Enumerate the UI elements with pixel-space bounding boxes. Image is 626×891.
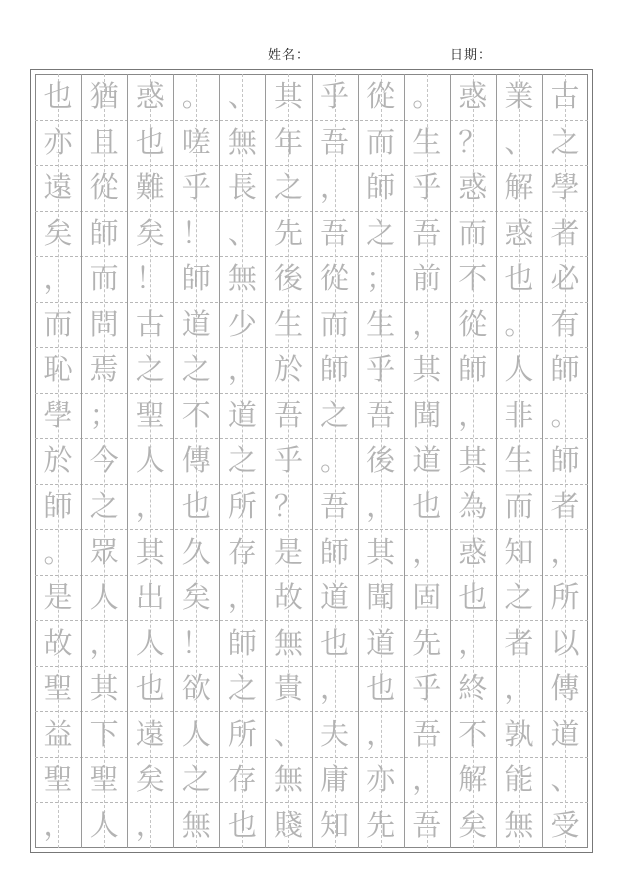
trace-character: 聖	[43, 762, 73, 797]
trace-character: 不	[458, 716, 488, 751]
text-column	[173, 74, 219, 848]
trace-character: 不	[458, 261, 488, 296]
trace-character: 。	[550, 397, 580, 432]
trace-character: 聞	[412, 397, 442, 432]
trace-character: 學	[43, 397, 73, 432]
trace-character: 所	[227, 489, 257, 523]
trace-character: 者	[550, 489, 580, 523]
trace-character: 乎	[273, 443, 303, 478]
trace-character: 道	[227, 397, 257, 432]
trace-character: 之	[89, 489, 119, 523]
trace-character: 先	[412, 625, 442, 660]
trace-character: 。	[43, 534, 73, 569]
trace-character: 從	[89, 170, 119, 205]
trace-character: 知	[320, 807, 350, 842]
trace-character: 人	[135, 625, 165, 660]
trace-character: 道	[412, 443, 442, 478]
trace-character: 益	[43, 716, 73, 751]
trace-character: ，	[320, 671, 350, 706]
trace-character: 今	[89, 443, 119, 478]
trace-character: 是	[43, 580, 73, 615]
trace-character: 吾	[366, 397, 396, 432]
text-column	[312, 74, 358, 848]
trace-character: 生	[504, 443, 534, 478]
trace-character: 者	[504, 625, 534, 660]
trace-character: 恥	[43, 352, 73, 387]
trace-character: ，	[366, 716, 396, 751]
trace-character: 所	[227, 716, 257, 751]
trace-character: 乎	[181, 170, 211, 205]
trace-character: 為	[458, 489, 488, 523]
trace-character: 於	[43, 443, 73, 478]
trace-character: 學	[550, 170, 580, 205]
text-column	[542, 74, 588, 848]
trace-character: 年	[273, 124, 303, 159]
trace-character: 非	[504, 397, 534, 432]
trace-character: 乎	[412, 170, 442, 205]
text-column	[404, 74, 450, 848]
trace-character: 久	[181, 534, 211, 569]
text-column	[35, 74, 81, 848]
trace-character: 矣	[181, 580, 211, 615]
trace-character: 也	[504, 261, 534, 296]
trace-character: 師	[89, 215, 119, 250]
trace-character: 、	[504, 124, 534, 159]
trace-character: 也	[181, 489, 211, 523]
trace-character: 也	[320, 625, 350, 660]
trace-character: 夫	[320, 716, 350, 751]
trace-character: 生	[273, 306, 303, 341]
trace-character: 所	[550, 580, 580, 615]
trace-character: 而	[320, 306, 350, 341]
trace-character: 矣	[135, 762, 165, 797]
trace-character: 師	[43, 489, 73, 523]
trace-character: 人	[89, 807, 119, 842]
text-column	[450, 74, 496, 848]
trace-character: 存	[227, 534, 257, 569]
trace-character: 之	[135, 352, 165, 387]
trace-character: 古	[135, 306, 165, 341]
trace-character: 乎	[366, 352, 396, 387]
trace-character: 眾	[89, 534, 119, 569]
trace-character: 師	[550, 443, 580, 478]
trace-character: 從	[458, 306, 488, 341]
trace-character: 故	[273, 580, 303, 615]
trace-character: 是	[273, 534, 303, 569]
tracing-grid	[35, 74, 588, 848]
trace-character: 終	[458, 671, 488, 706]
trace-character: 師	[181, 261, 211, 296]
trace-character: 知	[504, 534, 534, 569]
date-label: 日期：	[450, 48, 493, 63]
trace-character: 矣	[135, 215, 165, 250]
trace-character: ，	[458, 397, 488, 432]
trace-character: 欲	[181, 671, 211, 706]
trace-character: ，	[504, 671, 534, 706]
trace-character: ，	[43, 261, 73, 296]
trace-character: ！	[181, 215, 211, 250]
trace-character: 人	[504, 352, 534, 387]
trace-character: 遠	[135, 716, 165, 751]
trace-character: ，	[412, 306, 442, 341]
trace-character: 遠	[43, 170, 73, 205]
trace-character: 聞	[366, 580, 396, 615]
trace-character: 人	[181, 716, 211, 751]
trace-character: 而	[458, 215, 488, 250]
trace-character: 其	[458, 443, 488, 478]
trace-character: 而	[89, 261, 119, 296]
trace-character: ，	[227, 580, 257, 615]
trace-character: 道	[181, 306, 211, 341]
trace-character: 嗟	[181, 124, 211, 159]
trace-character: 人	[89, 580, 119, 615]
trace-character: ，	[458, 625, 488, 660]
trace-character: 。	[181, 79, 211, 114]
trace-character: 吾	[273, 397, 303, 432]
trace-character: 、	[273, 716, 303, 751]
text-column	[81, 74, 127, 848]
trace-character: 。	[320, 443, 350, 478]
trace-character: 吾	[320, 215, 350, 250]
text-column	[265, 74, 311, 848]
trace-character: 傳	[550, 671, 580, 706]
text-column	[127, 74, 173, 848]
trace-character: 吾	[412, 215, 442, 250]
trace-character: 師	[320, 352, 350, 387]
trace-character: ，	[227, 352, 257, 387]
trace-character: ，	[89, 625, 119, 660]
trace-character: 無	[504, 807, 534, 842]
trace-character: ？	[273, 489, 303, 523]
trace-character: 也	[458, 580, 488, 615]
trace-character: 亦	[366, 762, 396, 797]
trace-character: 先	[273, 215, 303, 250]
trace-character: 其	[273, 79, 303, 114]
trace-character: ？	[458, 124, 488, 159]
trace-character: ，	[135, 489, 165, 523]
trace-character: 猶	[89, 79, 119, 114]
trace-character: 且	[89, 124, 119, 159]
trace-character: ，	[43, 807, 73, 842]
trace-character: 惑	[458, 534, 488, 569]
trace-character: 之	[227, 671, 257, 706]
trace-character: 生	[366, 306, 396, 341]
trace-character: 聖	[135, 397, 165, 432]
trace-character: 業	[504, 79, 534, 114]
trace-character: 矣	[43, 215, 73, 250]
text-column	[496, 74, 542, 848]
trace-character: 惑	[135, 79, 165, 114]
trace-character: 出	[135, 580, 165, 615]
trace-character: 無	[227, 261, 257, 296]
text-column	[219, 74, 265, 848]
trace-character: 受	[550, 807, 580, 842]
trace-character: 聖	[89, 762, 119, 797]
trace-character: 亦	[43, 124, 73, 159]
trace-character: 之	[181, 762, 211, 797]
trace-character: 先	[366, 807, 396, 842]
trace-character: 吾	[412, 807, 442, 842]
trace-character: 之	[181, 352, 211, 387]
trace-character: 故	[43, 625, 73, 660]
trace-character: 也	[135, 671, 165, 706]
trace-character: 惑	[458, 170, 488, 205]
trace-character: 傳	[181, 443, 211, 478]
trace-character: 矣	[458, 807, 488, 842]
trace-character: 惑	[458, 79, 488, 114]
trace-character: 從	[366, 79, 396, 114]
trace-character: 師	[458, 352, 488, 387]
trace-character: 也	[227, 807, 257, 842]
trace-character: 人	[135, 443, 165, 478]
trace-character: 無	[227, 124, 257, 159]
trace-character: 後	[273, 261, 303, 296]
trace-character: ！	[135, 261, 165, 296]
trace-character: 無	[273, 625, 303, 660]
trace-character: 焉	[89, 352, 119, 387]
trace-character: 之	[504, 580, 534, 615]
trace-character: 能	[504, 762, 534, 797]
trace-character: 長	[227, 170, 257, 205]
trace-character: 固	[412, 580, 442, 615]
trace-character: 後	[366, 443, 396, 478]
trace-character: 其	[412, 352, 442, 387]
trace-character: 也	[43, 79, 73, 114]
trace-character: 而	[366, 124, 396, 159]
trace-character: ，	[135, 807, 165, 842]
trace-character: 之	[550, 124, 580, 159]
trace-character: 解	[504, 170, 534, 205]
trace-character: 古	[550, 79, 580, 114]
trace-character: 賤	[273, 807, 303, 842]
trace-character: 。	[504, 306, 534, 341]
trace-character: 解	[458, 762, 488, 797]
trace-character: 惑	[504, 215, 534, 250]
trace-character: 不	[181, 397, 211, 432]
trace-character: 師	[320, 534, 350, 569]
trace-character: ；	[89, 397, 119, 432]
trace-character: ，	[320, 170, 350, 205]
trace-character: 也	[135, 124, 165, 159]
trace-character: ，	[366, 489, 396, 523]
trace-character: 無	[273, 762, 303, 797]
trace-character: 聖	[43, 671, 73, 706]
trace-character: 師	[550, 352, 580, 387]
name-label: 姓名：	[268, 48, 311, 63]
trace-character: 也	[366, 671, 396, 706]
trace-character: ！	[181, 625, 211, 660]
trace-character: 而	[43, 306, 73, 341]
text-column	[358, 74, 404, 848]
trace-character: 其	[366, 534, 396, 569]
trace-character: 之	[273, 170, 303, 205]
trace-character: 而	[504, 489, 534, 523]
trace-character: 。	[412, 79, 442, 114]
trace-character: 孰	[504, 716, 534, 751]
trace-character: 、	[227, 79, 257, 114]
trace-character: 貴	[273, 671, 303, 706]
trace-character: 吾	[320, 489, 350, 523]
trace-character: 其	[89, 671, 119, 706]
trace-character: 問	[89, 306, 119, 341]
trace-character: 從	[320, 261, 350, 296]
trace-character: 以	[550, 625, 580, 660]
trace-character: 於	[273, 352, 303, 387]
trace-character: 之	[366, 215, 396, 250]
trace-character: 之	[227, 443, 257, 478]
trace-character: 少	[227, 306, 257, 341]
trace-character: ，	[412, 534, 442, 569]
trace-character: 其	[135, 534, 165, 569]
trace-character: 吾	[412, 716, 442, 751]
trace-character: 師	[227, 625, 257, 660]
trace-character: 吾	[320, 124, 350, 159]
trace-character: 難	[135, 170, 165, 205]
trace-character: 存	[227, 762, 257, 797]
trace-character: 師	[366, 170, 396, 205]
trace-character: 有	[550, 306, 580, 341]
trace-character: 者	[550, 215, 580, 250]
trace-character: ，	[412, 762, 442, 797]
trace-character: ，	[550, 534, 580, 569]
trace-character: 道	[320, 580, 350, 615]
trace-character: 乎	[320, 79, 350, 114]
trace-character: 也	[412, 489, 442, 523]
trace-character: 庸	[320, 762, 350, 797]
trace-character: 、	[550, 762, 580, 797]
trace-character: 下	[89, 716, 119, 751]
trace-character: 無	[181, 807, 211, 842]
trace-character: 、	[227, 215, 257, 250]
trace-character: 之	[320, 397, 350, 432]
trace-character: 生	[412, 124, 442, 159]
trace-character: 道	[550, 716, 580, 751]
trace-character: 前	[412, 261, 442, 296]
trace-character: ；	[366, 261, 396, 296]
trace-character: 必	[550, 261, 580, 296]
trace-character: 乎	[412, 671, 442, 706]
trace-character: 道	[366, 625, 396, 660]
